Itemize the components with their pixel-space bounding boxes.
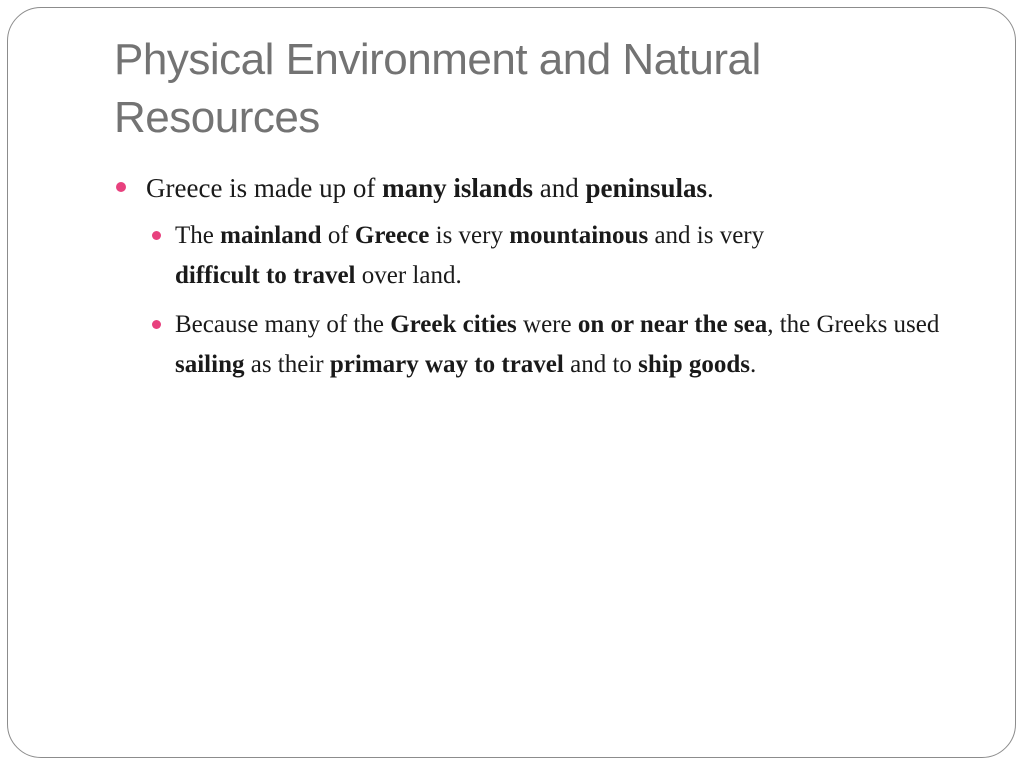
- slide-title: [114, 31, 974, 147]
- bullet-text-part: and to: [563, 351, 639, 378]
- slide-content: [114, 168, 964, 385]
- bullet-text-part-bold: Greece: [354, 222, 430, 249]
- bullet-text-part: The: [175, 222, 221, 249]
- bullet-text-part-bold: on or near the sea: [577, 311, 768, 338]
- bullet-text-part: .: [707, 173, 714, 203]
- bullet-text-part: of: [321, 222, 355, 249]
- bullet-dot-icon: [152, 231, 161, 240]
- bullet-text-part: as their: [244, 351, 330, 378]
- slide-title-line-1: Physical Environment and Natural: [114, 35, 761, 84]
- bullet-dot-icon: [152, 320, 161, 329]
- bullet-dot-icon: [116, 182, 126, 192]
- bullet-text-part-bold: peninsulas: [585, 173, 708, 203]
- bullet-text-part: , the Greeks used: [767, 311, 940, 338]
- bullet-text-part-bold: many islands: [382, 173, 533, 203]
- bullet-text-part-bold: mainland: [220, 222, 322, 249]
- bullet-text-part-bold: Greek cities: [390, 311, 517, 338]
- bullet-text-part: .: [750, 351, 757, 378]
- bullet-text-part: were: [516, 311, 578, 338]
- bullet-text-part-bold: sailing: [175, 351, 245, 378]
- bullet-text-part-bold: primary way to travel: [329, 351, 564, 378]
- bullet-text-part-bold: mountainous: [509, 222, 649, 249]
- slide-title-line-2: Resources: [114, 93, 320, 142]
- bullet-text-part: and: [532, 173, 586, 203]
- bullet-item-level-1: [114, 168, 964, 208]
- bullet-text-part: is very: [429, 222, 510, 249]
- bullet-text-part-bold: ship goods: [638, 351, 751, 378]
- bullet-item-level-2: [152, 216, 964, 296]
- bullet-text-part: Greece is made up of: [146, 173, 383, 203]
- bullet-text-part: Because many of the: [175, 311, 391, 338]
- bullet-text-part: and is very: [648, 222, 765, 249]
- bullet-item-level-2: [152, 305, 964, 385]
- bullet-text-part-bold: difficult to travel: [175, 262, 356, 289]
- bullet-text-part: over land.: [355, 262, 462, 289]
